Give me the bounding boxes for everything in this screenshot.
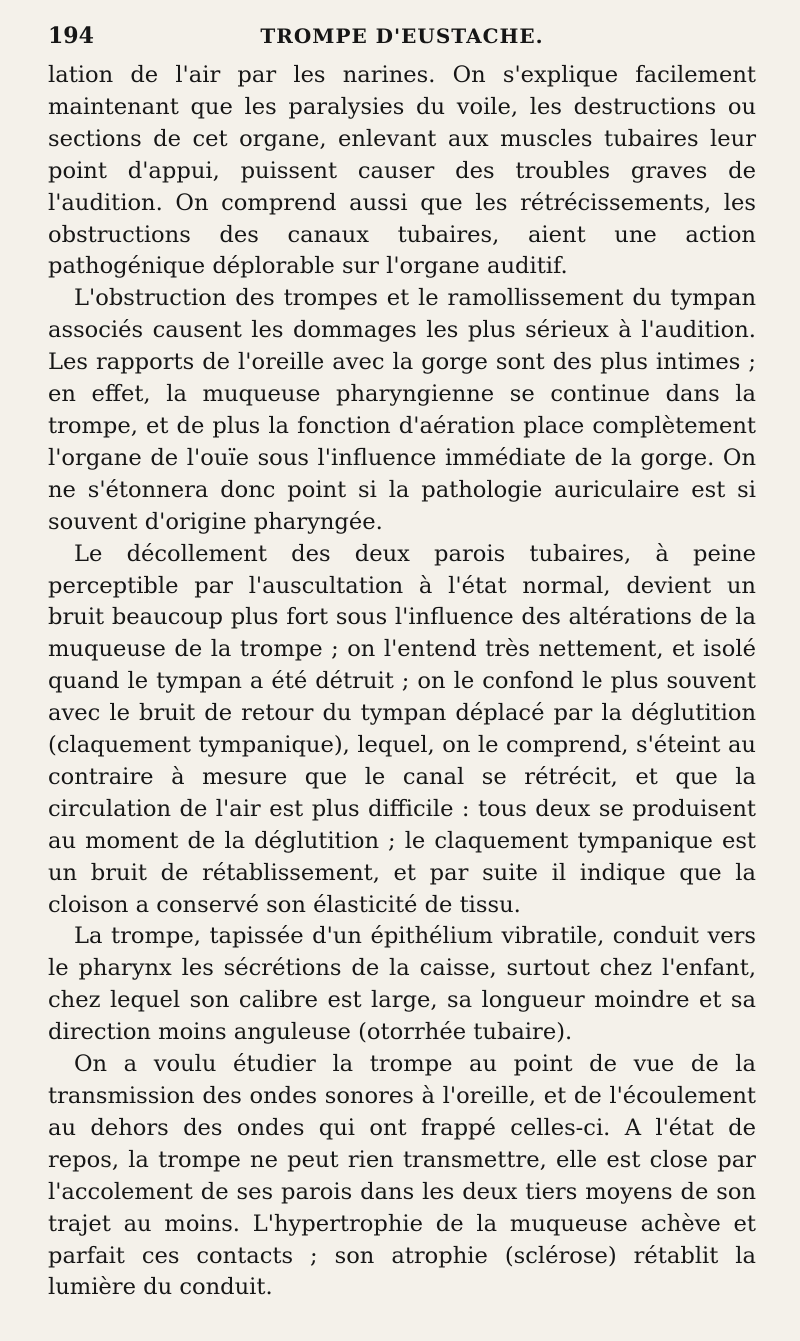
paragraph-3: Le décollement des deux parois tubaires, à peine perceptible par l'auscultation à l'état normal, devient un bruit beaucoup plus fort sous l'influence des altérations de la muqueuse de la trompe ; on l'entend très nettement, et isolé quand le tympan a été détruit ; on le confond le plus souvent avec le bruit de retour du tympan déplacé par la déglutition (claquement tympanique), lequel, on le comprend, s'éteint au contraire à mesure que le canal se rétrécit, et que la circulation de l'air est plus difficile : tous deux se produisent au moment de la déglutition ; le claquement tympanique est un bruit de rétablissement, et par suite il indique que la cloison a conservé son élasticité de tissu. [48,540,756,918]
paragraph-2: L'obstruction des trompes et le ramollissement du tympan associés causent les dommages les plus sérieux à l'audition. Les rapports de l'oreille avec la gorge sont des plus intimes ; en effet, la muqueuse pharyngienne se continue dans la trompe, et de plus la fonction d'aération place complètement l'organe de l'ouïe sous l'influence immédiate de la gorge. On ne s'étonnera donc point si la pathologie auriculaire est si souvent d'origine pharyngée. [48,285,756,535]
page-header [48,16,756,56]
paragraph-1: lation de l'air par les narines. On s'explique facilement maintenant que les paralysies du voile, les destructions ou sections de cet organe, enlevant aux muscles tubaires leur point d'appui, puissent causer des troubles graves de l'audition. On comprend aussi que les rétrécissements, les obstructions des canaux tubaires, aient une action pathogénique déplorable sur l'organe auditif. [48,62,756,280]
page-number: 194 [48,23,94,49]
body-text [48,60,756,1304]
paragraph-5: On a voulu étudier la trompe au point de vue de la transmission des ondes sonores à l'oreille, et de l'écoulement au dehors des ondes qui ont frappé celles-ci. A l'état de repos, la trompe ne peut rien transmettre, elle est close par l'accolement de ses parois dans les deux tiers moyens de son trajet au moins. L'hypertrophie de la muqueuse achève et parfait ces contacts ; son atrophie (sclérose) rétablit la lumière du conduit. [48,1051,756,1301]
paragraph-4: La trompe, tapissée d'un épithélium vibratile, conduit vers le pharynx les sécrétions de la caisse, surtout chez l'enfant, chez lequel son calibre est large, sa longueur moindre et sa direction moins anguleuse (otorrhée tubaire). [48,923,756,1046]
running-title: TROMPE D'EUSTACHE. [260,24,544,48]
